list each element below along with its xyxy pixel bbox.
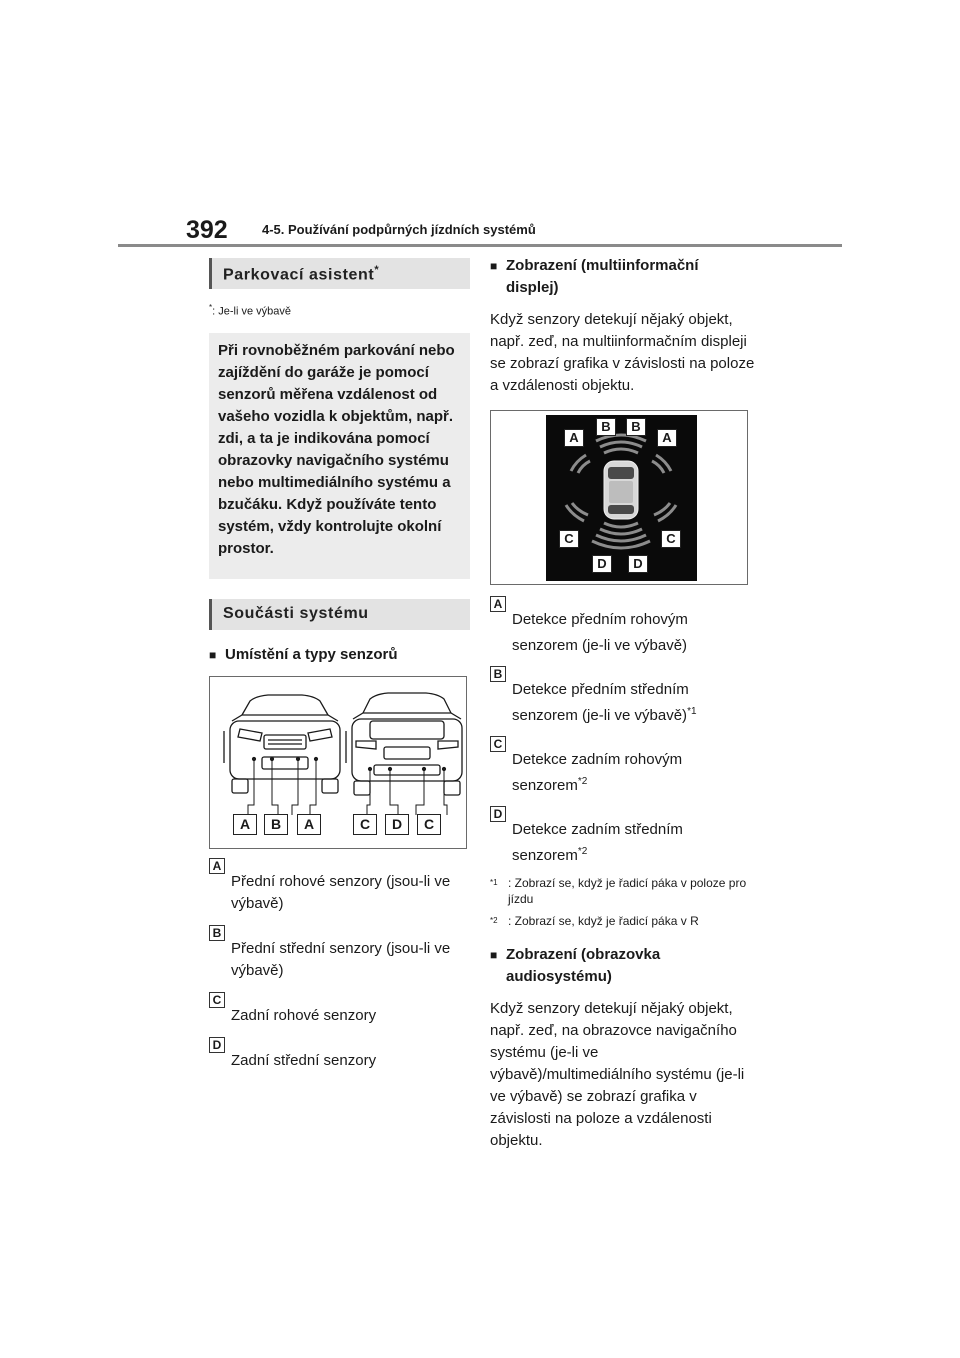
display-label-c-left: C — [559, 530, 579, 548]
subheading-sensor-locations — [209, 644, 470, 666]
display-label-b-left: B — [596, 418, 616, 436]
legend-item — [209, 925, 470, 982]
subheading-audio-screen — [490, 944, 755, 988]
display-label-b-right: B — [626, 418, 646, 436]
intro-box: Při rovnoběžném parkování nebo zajíždění do garáže je pomocí senzorů měřena vzdálenost od vašeho vozidla k objektům, např. zdi, a ta je indikována pomocí obrazovky navigačního systému nebo multimediálního systému a bzučáku. Když používáte tento systém, vždy kontrolujte okolní prostor. — [209, 333, 470, 579]
legend-item — [490, 595, 755, 657]
asterisk: * — [374, 264, 380, 276]
legend-key-badge: C — [490, 736, 506, 752]
left-column — [209, 258, 470, 1072]
legend-key-badge: D — [209, 1037, 225, 1053]
legend-text-main: Detekce předním středním senzorem (je-li ve výbavě) — [512, 681, 689, 724]
footnote-mark — [490, 875, 508, 907]
left-legend — [209, 858, 470, 1072]
legend-item — [209, 992, 470, 1027]
paragraph-audio-screen: Když senzory detekují nějaký objekt, např. zeď, na obrazovce navigačního systému (je-li ve výbavě)/multimediálního systému (je-li ve výbavě) se zobrazí grafika v závislosti na poloze a vzdálenosti objektu. — [490, 1000, 745, 1149]
section-title-text: Součásti systému — [223, 605, 369, 622]
legend-item — [490, 735, 755, 797]
square-bullet-icon: ■ — [490, 259, 498, 273]
footnote-text: : Je-li ve výbavě — [212, 305, 291, 318]
car-top-view-icon — [604, 461, 638, 519]
footnote-mark-text: *1 — [490, 878, 498, 887]
legend-item — [209, 1037, 470, 1072]
sensor-location-figure — [209, 676, 467, 849]
legend-key-badge: A — [490, 596, 506, 612]
square-bullet-icon: ■ — [490, 948, 498, 962]
display-label-c-right: C — [661, 530, 681, 548]
paragraph-multi-info: Když senzory detekují nějaký objekt, např. zeď, na multiinformačním displeji se zobrazí grafika v závislosti na poloze a vzdálenosti objektu. — [490, 311, 755, 394]
legend-text: Zadní rohové senzory — [231, 1007, 377, 1024]
figure-label-a1: A — [233, 814, 257, 835]
legend-key-badge: B — [490, 666, 506, 682]
rear-vehicle-icon — [352, 693, 462, 795]
legend-text: Přední střední senzory (jsou-li ve výbavě) — [231, 940, 451, 979]
legend-text-main: Detekce zadním rohovým senzorem — [512, 751, 683, 794]
footnote-1 — [490, 875, 755, 907]
legend-text: Přední rohové senzory (jsou-li ve výbavě) — [231, 873, 451, 912]
footnote-text: : Zobrazí se, když je řadicí páka v poloze pro jízdu — [508, 876, 747, 906]
square-bullet-icon: ■ — [209, 648, 217, 662]
display-footnotes — [490, 875, 755, 932]
legend-item — [490, 665, 755, 727]
header-title: 4-5. Používání podpůrných jízdních systémů — [262, 222, 536, 237]
legend-sup: *2 — [577, 846, 588, 857]
footnote-mark: * — [209, 303, 213, 312]
legend-text — [512, 819, 755, 867]
display-label-d-left: D — [592, 555, 612, 573]
legend-sup: *2 — [577, 776, 588, 787]
footnote-2 — [490, 913, 755, 932]
page-number: 392 — [186, 216, 228, 244]
display-label-a-left: A — [564, 429, 584, 447]
section-title-components — [209, 599, 470, 630]
legend-text — [512, 609, 755, 657]
footnote-mark-text: *2 — [490, 916, 498, 925]
subheading-multi-info-display — [490, 255, 755, 299]
legend-item — [490, 805, 755, 867]
section-title-parking-assist — [209, 258, 470, 289]
header-rule — [118, 244, 842, 247]
section-title-text: Parkovací asistent — [223, 266, 375, 284]
legend-text — [512, 679, 755, 727]
display-label-d-right: D — [628, 555, 648, 573]
subheading-text: Umístění a typy senzorů — [225, 646, 398, 663]
legend-key-badge: B — [209, 925, 225, 941]
footnote-text: : Zobrazí se, když je řadicí páka v R — [508, 914, 699, 928]
legend-key-badge: C — [209, 992, 225, 1008]
subheading-text: Zobrazení (multiinformační displej) — [506, 257, 699, 296]
subheading-text: Zobrazení (obrazovka audiosystému) — [506, 946, 661, 985]
equipment-footnote — [209, 303, 470, 321]
legend-key-badge: A — [209, 858, 225, 874]
legend-sup: *1 — [687, 706, 697, 717]
legend-text-main: Detekce zadním středním senzorem — [512, 821, 683, 864]
figure-label-a2: A — [297, 814, 321, 835]
figure-label-c2: C — [417, 814, 441, 835]
display-label-a-right: A — [657, 429, 677, 447]
figure-label-b: B — [264, 814, 288, 835]
legend-key-badge: D — [490, 806, 506, 822]
display-screen — [546, 415, 697, 581]
legend-text-main: Detekce předním rohovým senzorem (je-li ve výbavě) — [512, 611, 688, 654]
right-legend — [490, 595, 755, 867]
legend-text: Zadní střední senzory — [231, 1052, 377, 1069]
legend-item — [209, 858, 470, 915]
right-column — [490, 255, 755, 1152]
figure-label-c1: C — [353, 814, 377, 835]
front-vehicle-icon — [224, 695, 346, 793]
front-sensor-callouts — [248, 757, 318, 815]
legend-text — [512, 749, 755, 797]
multi-info-display-figure — [490, 410, 748, 585]
figure-label-d: D — [385, 814, 409, 835]
footnote-mark — [490, 913, 508, 932]
